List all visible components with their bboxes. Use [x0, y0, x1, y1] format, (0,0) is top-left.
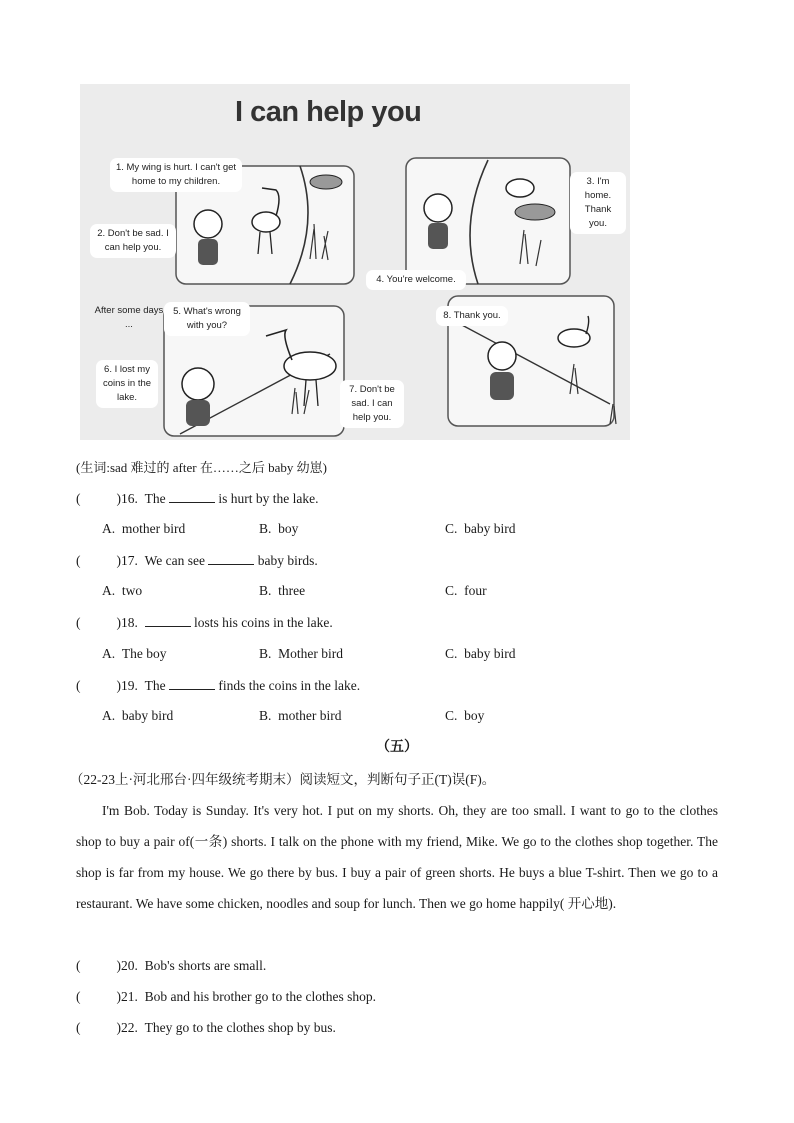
- question-text-after: is hurt by the lake.: [218, 491, 319, 506]
- question-text-after: baby birds.: [257, 553, 318, 568]
- question-text-before: We can see: [144, 553, 205, 568]
- option-b[interactable]: B. Mother bird: [259, 646, 344, 661]
- option-c[interactable]: C. baby bird: [445, 521, 516, 536]
- question-number: )19.: [116, 678, 138, 693]
- option-a[interactable]: A. baby bird: [102, 708, 174, 723]
- answer-blank: [208, 552, 254, 565]
- statement-text: Bob and his brother go to the clothes shop.: [144, 989, 376, 1004]
- statement-text: Bob's shorts are small.: [144, 958, 267, 973]
- answer-paren[interactable]: ( )18. losts his coins in the lake.: [76, 615, 333, 630]
- answer-paren[interactable]: ( )19. The finds the coins in the lake.: [76, 678, 361, 693]
- question-text-after: losts his coins in the lake.: [194, 615, 333, 630]
- option-c[interactable]: C. boy: [445, 708, 485, 723]
- reading-passage: [76, 795, 718, 919]
- question-number: )16.: [116, 491, 138, 506]
- comic-title: I can help you: [235, 96, 422, 128]
- option-b[interactable]: B. three: [259, 583, 306, 598]
- vocab-note: (生词:sad 难过的 after 在……之后 baby 幼崽): [76, 460, 327, 475]
- question-text-before: The: [144, 678, 166, 693]
- panel-3-4-frame: [406, 158, 570, 284]
- speech-bubble-8: 8. Thank you.: [436, 306, 508, 326]
- speech-bubble-7: 7. Don't be sad. I can help you.: [340, 380, 404, 428]
- option-b[interactable]: B. boy: [259, 521, 299, 536]
- answer-blank: [169, 490, 215, 503]
- speech-bubble-4: 4. You're welcome.: [366, 270, 466, 290]
- option-b[interactable]: B. mother bird: [259, 708, 342, 723]
- option-a[interactable]: A. mother bird: [102, 521, 186, 536]
- option-a[interactable]: A. The boy: [102, 646, 167, 661]
- answer-paren[interactable]: ( )16. The is hurt by the lake.: [76, 491, 319, 506]
- statement-number: )20.: [116, 958, 138, 973]
- option-a[interactable]: A. two: [102, 583, 143, 598]
- speech-bubble-5: 5. What's wrong with you?: [164, 302, 250, 336]
- answer-paren[interactable]: ( )17. We can see baby birds.: [76, 553, 318, 568]
- statement-text: They go to the clothes shop by bus.: [144, 1020, 336, 1035]
- answer-blank: [145, 614, 191, 627]
- answer-blank: [169, 677, 215, 690]
- question-number: )18.: [116, 615, 138, 630]
- speech-bubble-3: 3. I'm home. Thank you.: [570, 172, 626, 234]
- speech-bubble-1: 1. My wing is hurt. I can't get home to my children.: [110, 158, 242, 192]
- answer-paren[interactable]: ( )21. Bob and his brother go to the clothes shop.: [76, 989, 376, 1004]
- comic-illustration: [80, 84, 630, 440]
- answer-paren[interactable]: ( )20. Bob's shorts are small.: [76, 958, 267, 973]
- answer-paren[interactable]: ( )22. They go to the clothes shop by bus.: [76, 1020, 336, 1035]
- question-number: )17.: [116, 553, 138, 568]
- question-text-before: The: [144, 491, 166, 506]
- after-some-days-caption: After some days ...: [94, 305, 164, 330]
- statement-number: )22.: [116, 1020, 138, 1035]
- question-text-after: finds the coins in the lake.: [218, 678, 361, 693]
- speech-bubble-6: 6. I lost my coins in the lake.: [96, 360, 158, 408]
- option-c[interactable]: C. four: [445, 583, 487, 598]
- nest-shape: [310, 175, 342, 189]
- statement-number: )21.: [116, 989, 138, 1004]
- section-title: （五）: [376, 740, 418, 755]
- passage-text: I'm Bob. Today is Sunday. It's very hot. I put on my shorts. Oh, they are too small. I want to go to the clothes shop to buy a pair of(一条) shorts. I talk on the phone with my friend, Mike. We go to the clothes shop together. The shop is far from my house. We go there by bus. I buy a pair of green shorts. He buys a blue T-shirt. Then we go to a restaurant. We have some chicken, noodles and soup for lunch. Then we go home happily( 开心地).: [76, 803, 718, 911]
- section-instruction: （22-23上·河北邢台·四年级统考期末）阅读短文，判断句子正(T)误(F)。: [70, 772, 496, 787]
- option-c[interactable]: C. baby bird: [445, 646, 516, 661]
- speech-bubble-2: 2. Don't be sad. I can help you.: [90, 224, 176, 258]
